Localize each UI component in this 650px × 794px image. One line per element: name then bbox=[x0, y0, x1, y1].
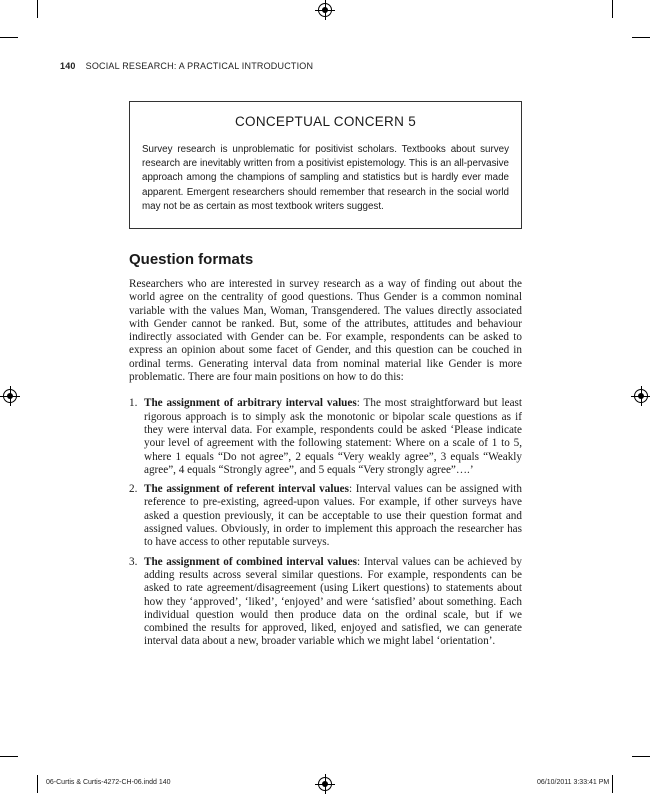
crop-mark bbox=[37, 775, 38, 793]
list-item bbox=[129, 556, 522, 649]
intro-paragraph: Researchers who are interested in survey research as a way of finding out about the world agree on the centrality of good questions. Thus Gender is a common nominal variable with the values Man, Woman, Transgendered. The values directly associated with Gender cannot be ranked. But, some of the attributes, attitudes and behaviour indirectly associated with Gender can be. For example, respondents can be asked to express an opinion about some facet of Gender, and this question can be couched in ordinal terms. Generating interval data from nominal material like Gender is more problematic. There are four main positions on how to do this: bbox=[129, 278, 522, 384]
book-title: SOCIAL RESEARCH: A PRACTICAL INTRODUCTION bbox=[85, 61, 314, 71]
main-content bbox=[129, 251, 522, 655]
item-number: 2. bbox=[129, 483, 138, 496]
registration-mark-icon bbox=[318, 3, 332, 17]
page-number: 140 bbox=[60, 61, 76, 71]
item-lead: The assignment of combined interval values bbox=[144, 555, 358, 568]
item-lead: The assignment of arbitrary interval values bbox=[144, 397, 357, 410]
registration-mark-icon bbox=[634, 389, 648, 403]
item-number: 1. bbox=[129, 397, 138, 410]
crop-mark bbox=[37, 0, 38, 18]
footer-file-name: 06-Curtis & Curtis-4272-CH-06.indd 140 bbox=[46, 779, 171, 786]
crop-mark bbox=[612, 0, 613, 18]
crop-mark bbox=[0, 37, 18, 38]
item-lead: The assignment of referent interval values bbox=[144, 483, 349, 496]
running-head bbox=[60, 61, 313, 71]
crop-mark bbox=[632, 37, 650, 38]
item-text: : Interval values can be assigned with reference to pre-existing, agreed-upon values. For example, if other surveys have asked a question previously, it can be acceptable to use their question format and assigned values. Obviously, in order to implement this approach the researcher has to have access to other reputable surveys. bbox=[144, 483, 522, 549]
list-item bbox=[129, 397, 522, 477]
positions-list bbox=[129, 397, 522, 648]
registration-mark-icon bbox=[318, 777, 332, 791]
section-title: Question formats bbox=[129, 251, 254, 268]
list-item bbox=[129, 483, 522, 549]
conceptual-concern-box bbox=[129, 101, 522, 229]
item-number: 3. bbox=[129, 555, 138, 568]
crop-mark bbox=[0, 756, 18, 757]
crop-mark bbox=[612, 775, 613, 793]
footer-timestamp: 06/10/2011 3:33:41 PM bbox=[537, 779, 610, 786]
item-text: : Interval values can be achieved by adding results across several similar questions. For example, respondents can be asked to rate agreement/disagreement (using Likert questions) to statements about how they ‘approved’, ‘liked’, ‘enjoyed’ and were ‘satisfied’ about something. Each individual question would then produce data on the ordinal scale, but if we combined the results for approved, liked, enjoyed and satisfied, we can generate interval data about a new, broader variable which we might label ‘orientation’. bbox=[144, 555, 522, 648]
registration-mark-icon bbox=[3, 389, 17, 403]
concern-title: CONCEPTUAL CONCERN 5 bbox=[234, 114, 417, 129]
concern-body: Survey research is unproblematic for positivist scholars. Textbooks about survey research are inevitably written from a positivist epistemology. This is an all-pervasive approach among the champions of sampling and statistics but is hardly ever made apparent. Emergent researchers should remember that research in the social world may not be as certain as most textbook writers suggest. bbox=[142, 144, 509, 212]
crop-mark bbox=[632, 756, 650, 757]
item-text: : The most straightforward but least rigorous approach is to simply ask the monotonic or bipolar scale questions as if they were interval data. For example, respondents could be asked ‘Please indicate your level of agreement with the following statement: Where on a scale of 1 to 5, where 1 equals “Do not agree”, 2 equals “Very weakly agree”, 3 equals “Weakly agree”, 4 equals “Strongly agree”, and 5 equals “Very strongly agree”….’ bbox=[144, 397, 522, 476]
